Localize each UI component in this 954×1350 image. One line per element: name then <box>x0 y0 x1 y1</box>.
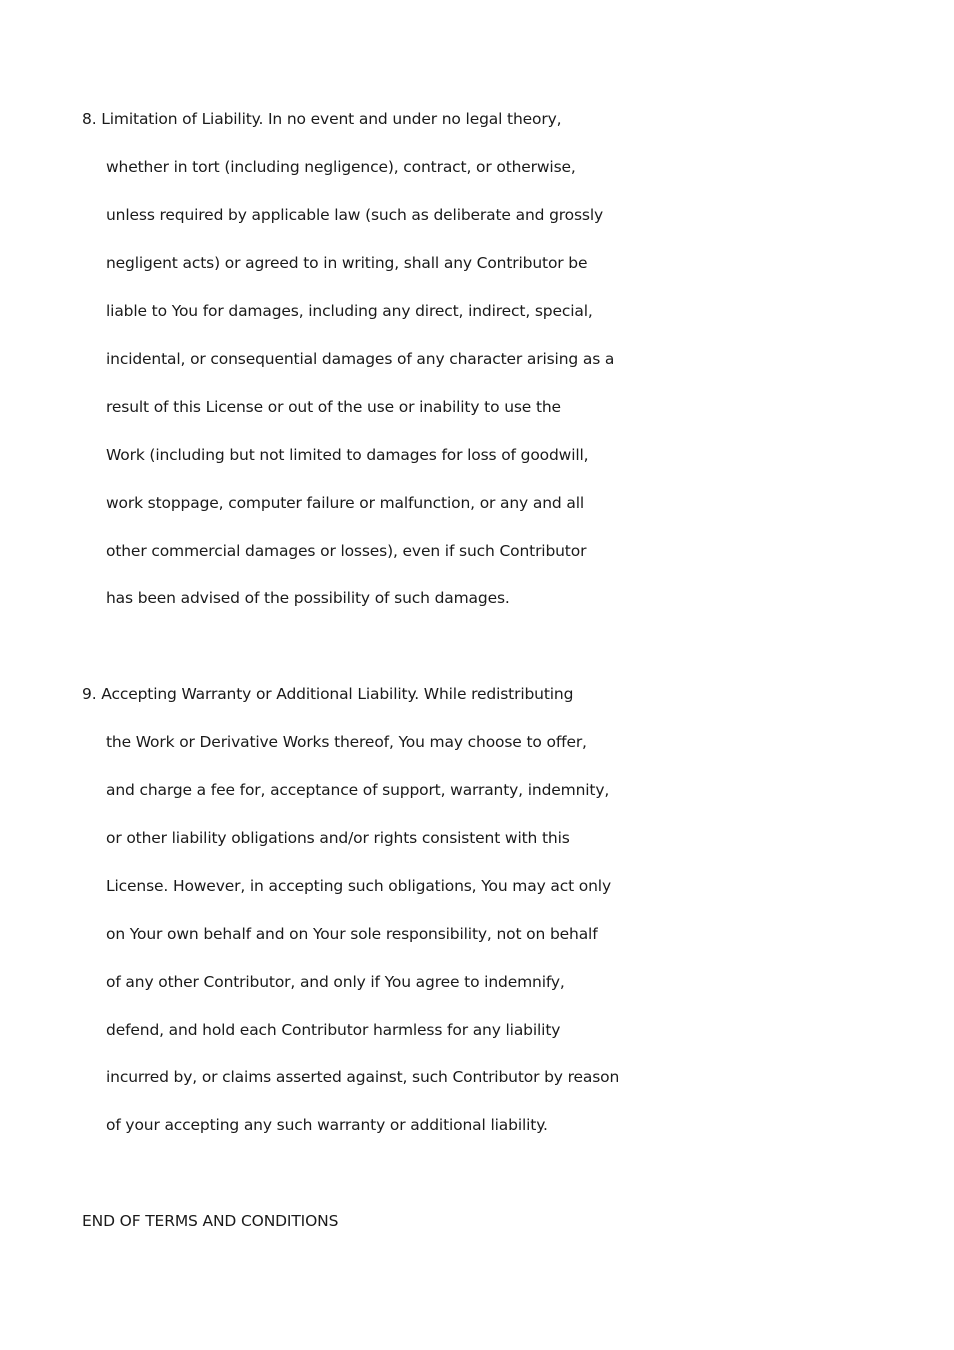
section-9-line: the Work or Derivative Works thereof, You may choose to offer, <box>106 733 587 751</box>
section-9-line: and charge a fee for, acceptance of support, warranty, indemnity, <box>106 781 610 799</box>
section-9-line: of your accepting any such warranty or additional liability. <box>106 1116 548 1134</box>
section-9-line: on Your own behalf and on Your sole responsibility, not on behalf <box>106 925 598 943</box>
section-8-line: unless required by applicable law (such as deliberate and grossly <box>106 206 604 224</box>
section-8-line: has been advised of the possibility of such damages. <box>106 589 510 607</box>
section-9-line: License. However, in accepting such obligations, You may act only <box>106 877 611 895</box>
section-8-line: result of this License or out of the use or inability to use the <box>106 398 561 416</box>
section-8-line: 8. Limitation of Liability. In no event and under no legal theory, <box>82 110 562 128</box>
section-8-line: negligent acts) or agreed to in writing, shall any Contributor be <box>106 254 588 272</box>
section-8-line: work stoppage, computer failure or malfunction, or any and all <box>106 494 585 512</box>
section-9-line: 9. Accepting Warranty or Additional Liability. While redistributing <box>82 685 574 703</box>
section-9-line: of any other Contributor, and only if You agree to indemnify, <box>106 973 565 991</box>
section-8-line: liable to You for damages, including any direct, indirect, special, <box>106 302 593 320</box>
section-9-line: defend, and hold each Contributor harmless for any liability <box>106 1021 561 1039</box>
section-8-line: whether in tort (including negligence), contract, or otherwise, <box>106 158 576 176</box>
section-9-line: incurred by, or claims asserted against, such Contributor by reason <box>106 1068 620 1086</box>
section-8-line: Work (including but not limited to damages for loss of goodwill, <box>106 446 589 464</box>
section-8-line: incidental, or consequential damages of any character arising as a <box>106 350 615 368</box>
end-of-terms: END OF TERMS AND CONDITIONS <box>82 1212 339 1230</box>
section-9-line: or other liability obligations and/or rights consistent with this <box>106 829 570 847</box>
section-8-line: other commercial damages or losses), even if such Contributor <box>106 542 587 560</box>
